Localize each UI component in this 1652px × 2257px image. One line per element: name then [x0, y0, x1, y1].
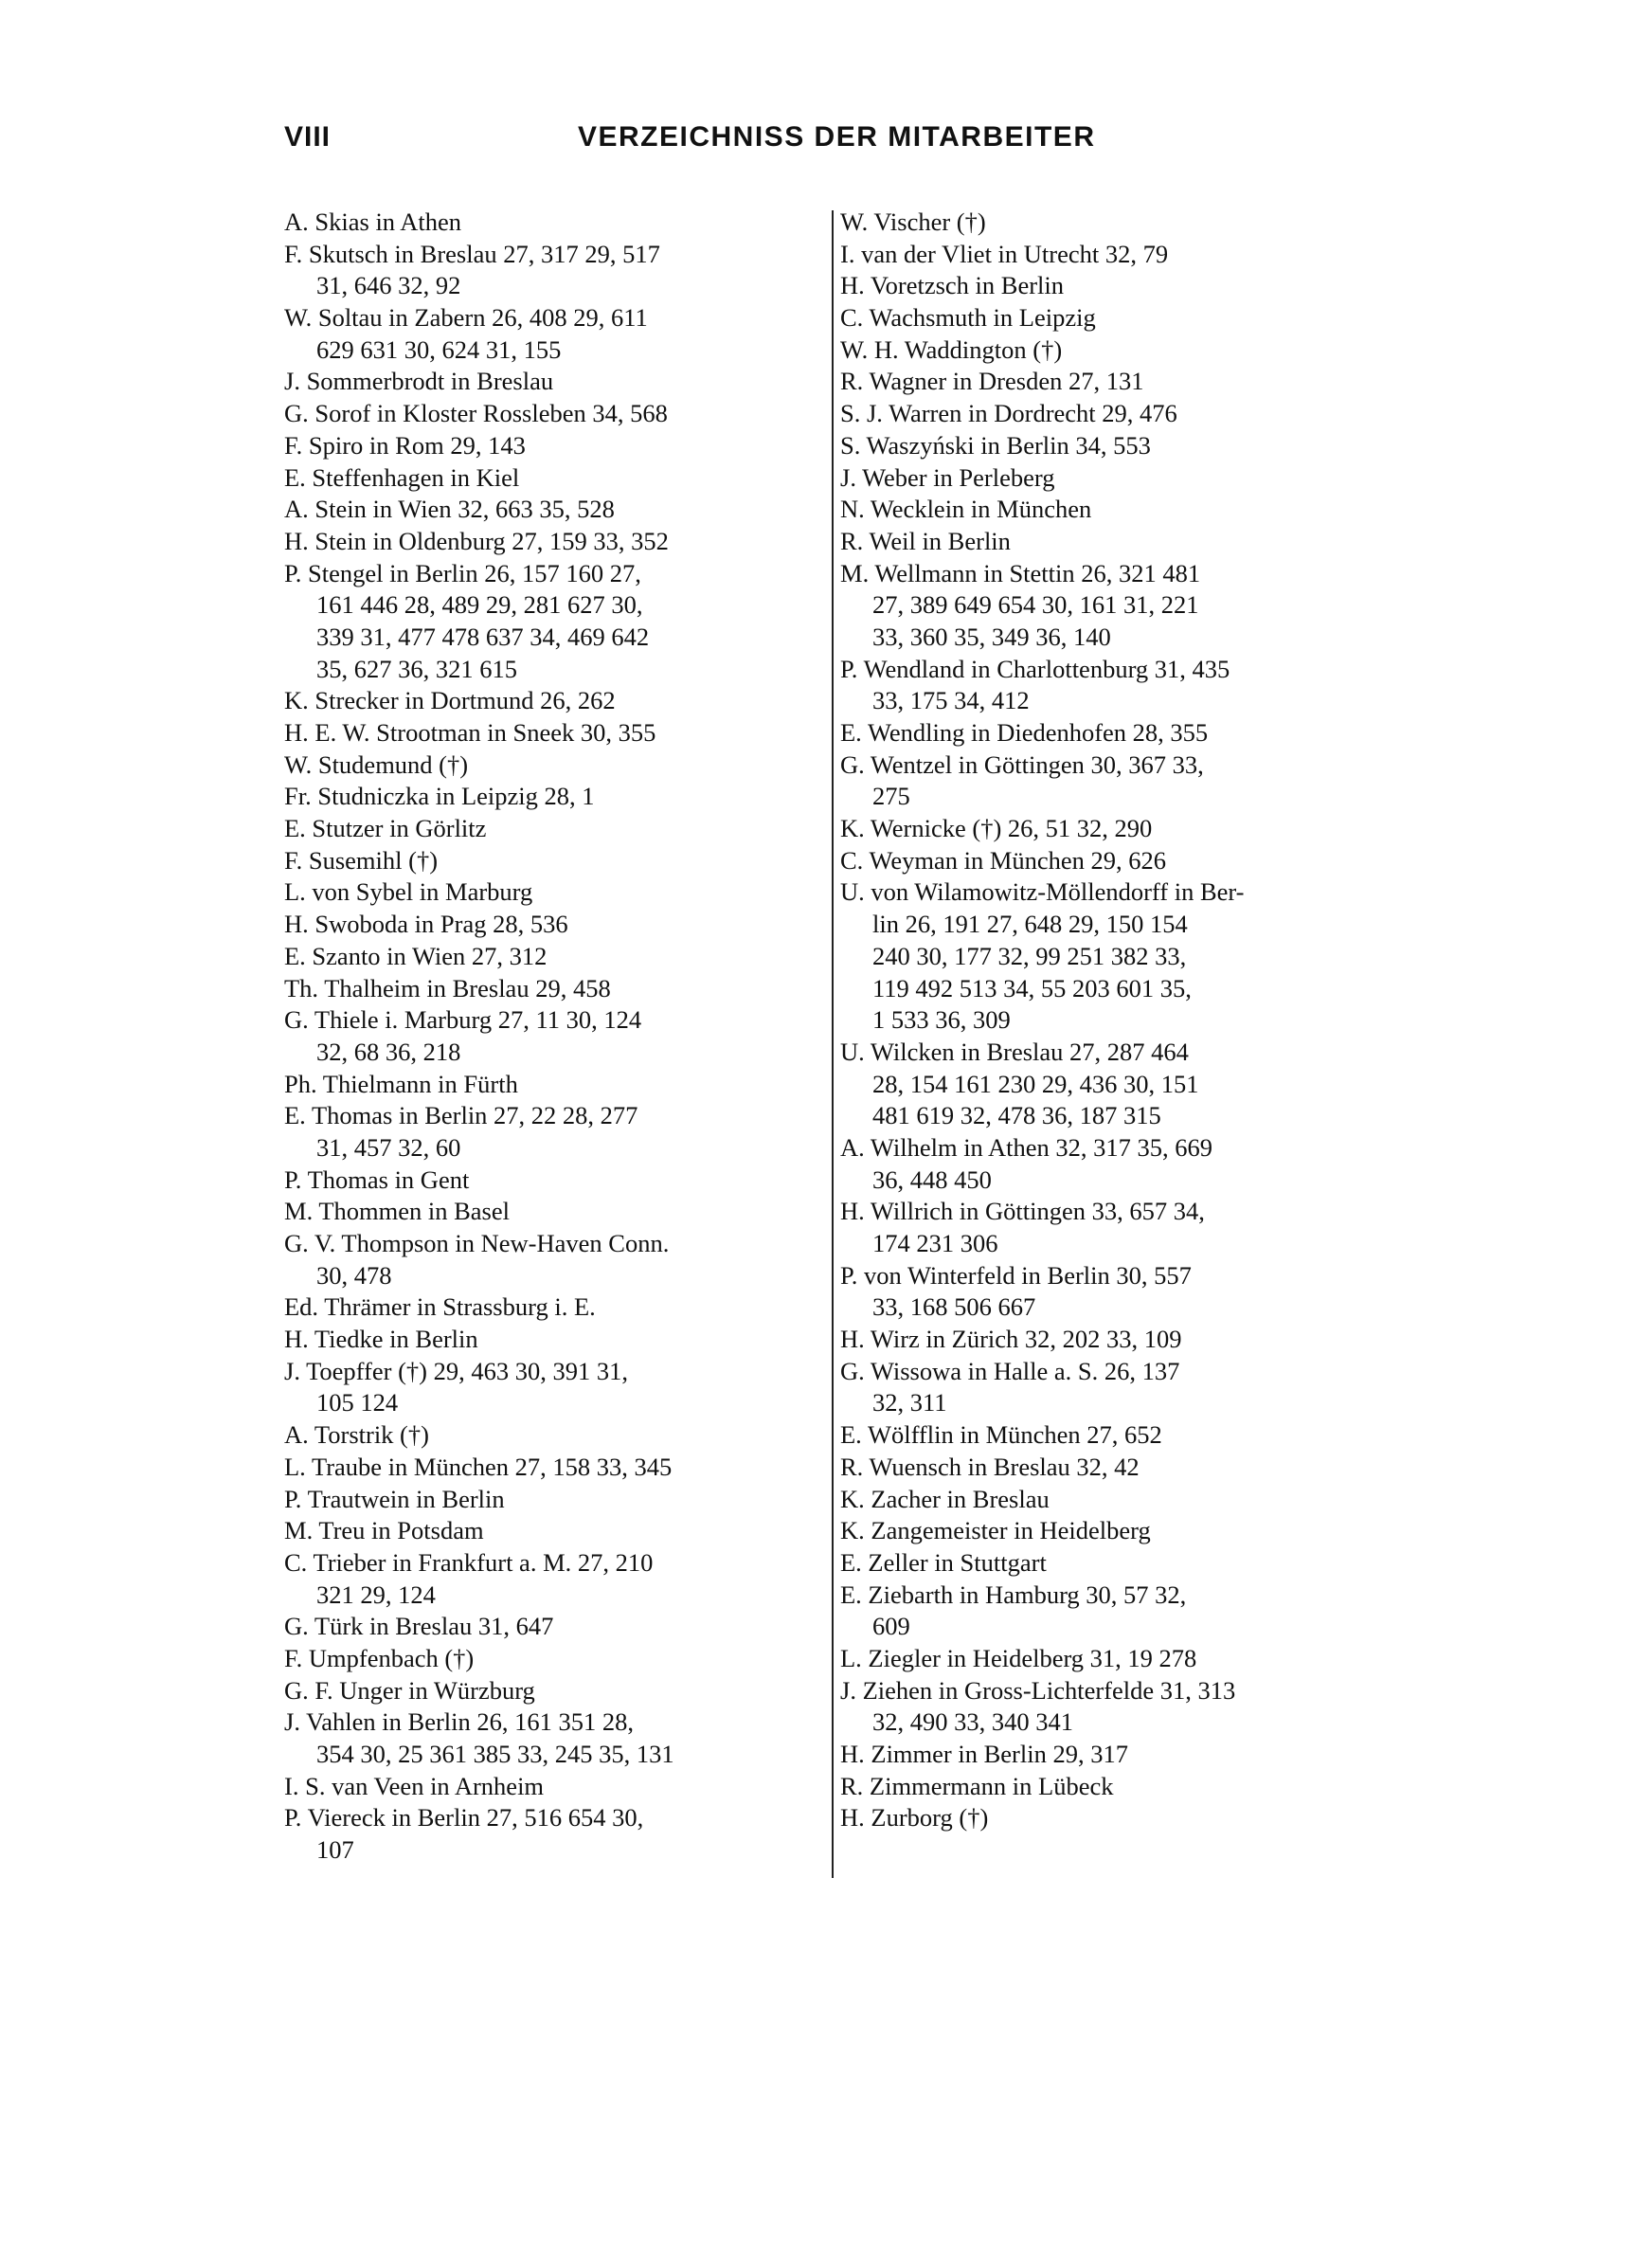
- contributor-line: L. Traube in München 27, 158 33, 345: [284, 1452, 673, 1481]
- contributor-line: W. Studemund (†): [284, 749, 469, 779]
- page-header: [284, 121, 1364, 169]
- contributor-line: 161 446 28, 489 29, 281 627 30,: [316, 590, 643, 620]
- contributor-line: P. Trautwein in Berlin: [284, 1484, 505, 1513]
- contributor-line: J. Weber in Perleberg: [840, 462, 1055, 492]
- contributor-line: J. Toepffer (†) 29, 463 30, 391 31,: [284, 1356, 628, 1385]
- contributor-line: K. Zacher in Breslau: [840, 1484, 1050, 1513]
- contributor-line: Th. Thalheim in Breslau 29, 458: [284, 973, 611, 1002]
- contributor-line: P. Wendland in Charlottenburg 31, 435: [840, 654, 1230, 683]
- contributor-line: A. Skias in Athen: [284, 208, 461, 236]
- contributor-line: M. Wellmann in Stettin 26, 321 481: [840, 558, 1201, 587]
- contributor-line: F. Umpfenbach (†): [284, 1643, 475, 1672]
- contributor-line: M. Treu in Potsdam: [284, 1516, 484, 1545]
- contributor-line: J. Vahlen in Berlin 26, 161 351 28,: [284, 1707, 635, 1737]
- contributor-line: 1 533 36, 309: [872, 1005, 1011, 1035]
- contributor-line: G. Wissowa in Halle a. S. 26, 137: [840, 1356, 1180, 1385]
- contributor-line: W. H. Waddington (†): [840, 334, 1063, 364]
- contributor-line: 481 619 32, 478 36, 187 315: [872, 1101, 1161, 1130]
- contributor-line: 32, 490 33, 340 341: [872, 1707, 1073, 1737]
- contributor-line: K. Wernicke (†) 26, 51 32, 290: [840, 814, 1153, 843]
- contributor-line: 174 231 306: [872, 1229, 998, 1257]
- left-column: [284, 207, 829, 1867]
- contributor-line: 629 631 30, 624 31, 155: [316, 334, 562, 364]
- contributor-line: G. V. Thompson in New-Haven Conn.: [284, 1229, 670, 1257]
- contributor-line: H. Zurborg (†): [840, 1803, 989, 1833]
- contributor-line: 339 31, 477 478 637 34, 469 642: [316, 622, 650, 651]
- contributor-line: C. Wachsmuth in Leipzig: [840, 303, 1096, 333]
- contributor-line: 321 29, 124: [316, 1580, 436, 1609]
- contributor-line: 105 124: [316, 1388, 399, 1417]
- contributor-line: 33, 360 35, 349 36, 140: [872, 622, 1111, 651]
- contributor-line: I. van der Vliet in Utrecht 32, 79: [840, 239, 1169, 268]
- contributor-line: 31, 457 32, 60: [316, 1132, 461, 1162]
- contributor-line: 240 30, 177 32, 99 251 382 33,: [872, 941, 1187, 970]
- contributor-line: 119 492 513 34, 55 203 601 35,: [872, 973, 1192, 1002]
- contributor-line: 275: [872, 782, 910, 811]
- contributor-line: E. Thomas in Berlin 27, 22 28, 277: [284, 1101, 638, 1130]
- contributor-line: H. Wirz in Zürich 32, 202 33, 109: [840, 1325, 1182, 1354]
- column-divider: [832, 210, 834, 1878]
- contributor-line: 30, 478: [316, 1260, 392, 1290]
- contributor-line: 33, 175 34, 412: [872, 686, 1030, 715]
- contributor-line: G. F. Unger in Würzburg: [284, 1675, 535, 1705]
- contributor-line: W. Soltau in Zabern 26, 408 29, 611: [284, 303, 648, 333]
- contributor-line: lin 26, 191 27, 648 29, 150 154: [872, 910, 1188, 939]
- contributor-line: J. Ziehen in Gross-Lichterfelde 31, 313: [840, 1675, 1236, 1705]
- contributor-line: G. Wentzel in Göttingen 30, 367 33,: [840, 749, 1204, 779]
- contributor-line: 27, 389 649 654 30, 161 31, 221: [872, 590, 1199, 620]
- contributor-line: H. Tiedke in Berlin: [284, 1325, 478, 1354]
- contributor-line: R. Weil in Berlin: [840, 526, 1011, 555]
- contributor-line: J. Sommerbrodt in Breslau: [284, 367, 554, 396]
- contributor-line: 32, 68 36, 218: [316, 1037, 461, 1066]
- contributor-line: P. Thomas in Gent: [284, 1165, 470, 1194]
- contributor-line: S. Waszyński in Berlin 34, 553: [840, 430, 1151, 460]
- contributor-line: R. Wagner in Dresden 27, 131: [840, 367, 1144, 396]
- contributor-line: E. Ziebarth in Hamburg 30, 57 32,: [840, 1580, 1187, 1609]
- contributor-line: S. J. Warren in Dordrecht 29, 476: [840, 399, 1177, 428]
- contributor-line: F. Spiro in Rom 29, 143: [284, 430, 526, 460]
- contributor-line: H. Voretzsch in Berlin: [840, 271, 1065, 300]
- contributor-line: E. Zeller in Stuttgart: [840, 1547, 1047, 1577]
- contributor-line: R. Zimmermann in Lübeck: [840, 1771, 1114, 1800]
- contributor-line: E. Stutzer in Görlitz: [284, 814, 487, 843]
- contributor-line: E. Wölfflin in München 27, 652: [840, 1420, 1162, 1450]
- contributor-line: M. Thommen in Basel: [284, 1197, 510, 1226]
- contributor-line: G. Sorof in Kloster Rossleben 34, 568: [284, 399, 668, 428]
- page-title: VERZEICHNISS DER MITARBEITER: [578, 121, 1096, 153]
- contributor-line: C. Weyman in München 29, 626: [840, 845, 1167, 875]
- contributor-line: A. Stein in Wien 32, 663 35, 528: [284, 495, 615, 524]
- contributor-line: 31, 646 32, 92: [316, 271, 461, 300]
- contributor-line: 107: [316, 1835, 354, 1865]
- contributor-line: U. Wilcken in Breslau 27, 287 464: [840, 1037, 1189, 1066]
- contributor-line: U. von Wilamowitz-Möllendorff in Ber-: [840, 877, 1245, 907]
- contributor-line: 609: [872, 1612, 910, 1641]
- contributor-line: K. Zangemeister in Heidelberg: [840, 1516, 1151, 1545]
- contributor-line: H. Willrich in Göttingen 33, 657 34,: [840, 1197, 1205, 1226]
- contributor-line: H. Swoboda in Prag 28, 536: [284, 910, 568, 939]
- contributor-line: L. von Sybel in Marburg: [284, 877, 533, 907]
- contributor-line: H. Zimmer in Berlin 29, 317: [840, 1740, 1128, 1768]
- right-column: [840, 207, 1390, 1834]
- contributor-line: L. Ziegler in Heidelberg 31, 19 278: [840, 1643, 1197, 1672]
- contributor-line: I. S. van Veen in Arnheim: [284, 1771, 545, 1800]
- contributor-line: K. Strecker in Dortmund 26, 262: [284, 686, 616, 715]
- contributor-line: Ph. Thielmann in Fürth: [284, 1069, 518, 1098]
- contributor-line: P. von Winterfeld in Berlin 30, 557: [840, 1260, 1192, 1290]
- contributor-line: 36, 448 450: [872, 1165, 992, 1194]
- contributor-line: F. Skutsch in Breslau 27, 317 29, 517: [284, 239, 660, 268]
- contributor-line: P. Stengel in Berlin 26, 157 160 27,: [284, 558, 641, 587]
- contributor-line: G. Thiele i. Marburg 27, 11 30, 124: [284, 1005, 642, 1035]
- contributor-line: 32, 311: [872, 1388, 947, 1417]
- contributor-line: 35, 627 36, 321 615: [316, 654, 517, 683]
- contributor-line: F. Susemihl (†): [284, 845, 439, 875]
- contributor-line: 33, 168 506 667: [872, 1292, 1036, 1322]
- contributor-line: E. Steffenhagen in Kiel: [284, 462, 520, 492]
- contributor-line: A. Wilhelm in Athen 32, 317 35, 669: [840, 1132, 1212, 1162]
- contributor-line: G. Türk in Breslau 31, 647: [284, 1612, 554, 1641]
- contributor-line: N. Wecklein in München: [840, 495, 1092, 524]
- contributor-line: H. Stein in Oldenburg 27, 159 33, 352: [284, 526, 669, 555]
- contributor-line: Ed. Thrämer in Strassburg i. E.: [284, 1292, 596, 1322]
- contributor-line: H. E. W. Strootman in Sneek 30, 355: [284, 718, 656, 747]
- contributor-line: R. Wuensch in Breslau 32, 42: [840, 1452, 1140, 1481]
- contributor-line: 28, 154 161 230 29, 436 30, 151: [872, 1069, 1199, 1098]
- contributor-line: 354 30, 25 361 385 33, 245 35, 131: [316, 1740, 674, 1768]
- contributor-line: A. Torstrik (†): [284, 1420, 429, 1450]
- contributor-line: E. Wendling in Diedenhofen 28, 355: [840, 718, 1209, 747]
- contributor-line: P. Viereck in Berlin 27, 516 654 30,: [284, 1803, 644, 1833]
- page-number: VIII: [284, 121, 332, 153]
- contributor-line: W. Vischer (†): [840, 208, 986, 236]
- contributor-line: Fr. Studniczka in Leipzig 28, 1: [284, 782, 595, 811]
- contributor-line: E. Szanto in Wien 27, 312: [284, 941, 548, 970]
- contributor-line: C. Trieber in Frankfurt a. M. 27, 210: [284, 1547, 654, 1577]
